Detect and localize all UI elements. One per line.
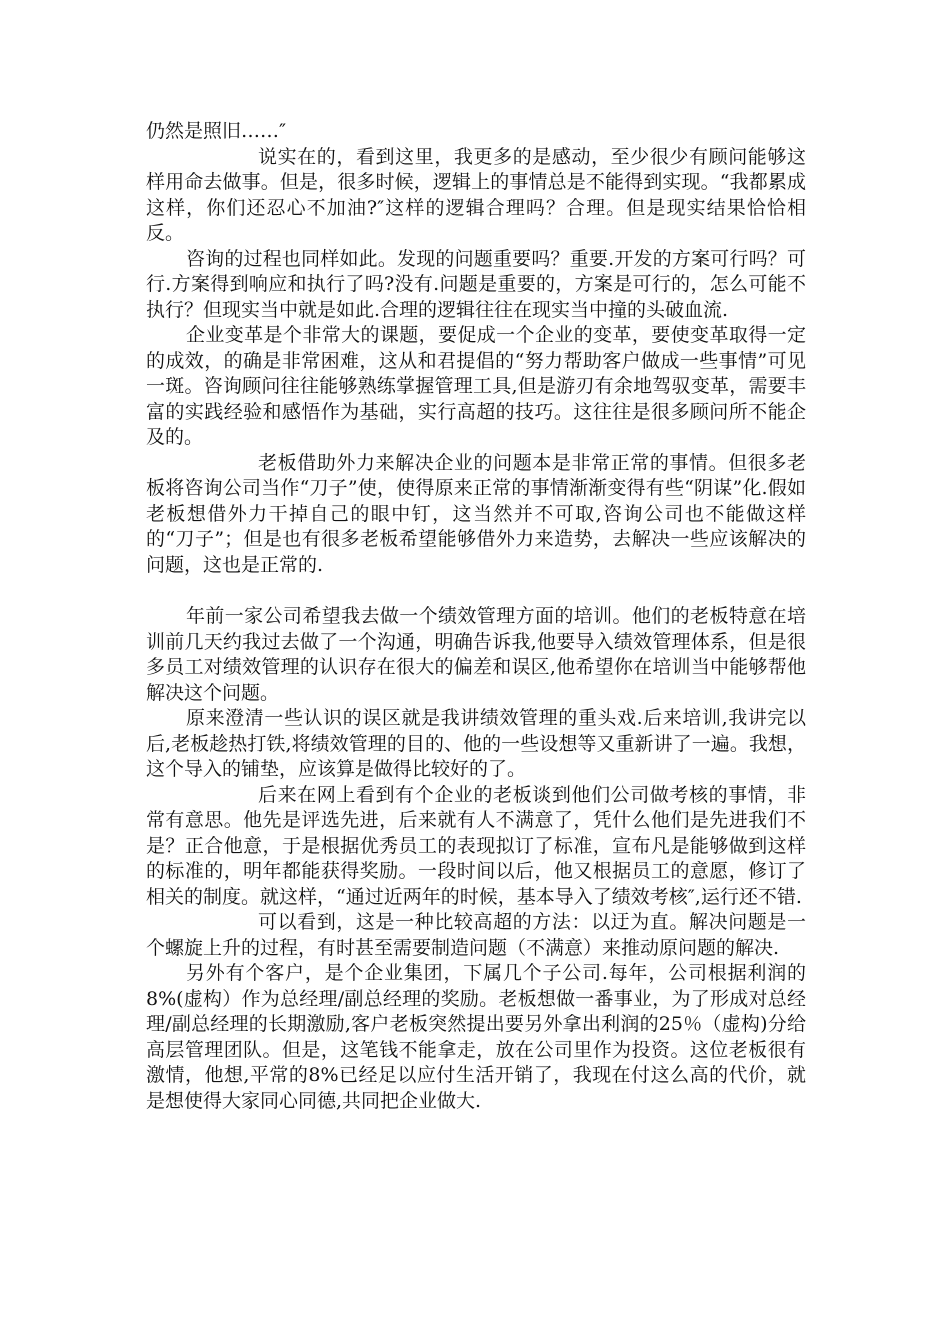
paragraph: 说实在的，看到这里，我更多的是感动，至少很少有顾问能够这样用命去做事。但是，很多时候，逻辑上的事情总是不能得到实现。“我都累成这样，你们还忍心不加油?″这样的逻辑合理吗？合理。但是现实结果恰恰相反。: [146, 145, 806, 244]
paragraph-gap: [146, 578, 806, 604]
paragraph: 咨询的过程也同样如此。发现的问题重要吗？重要.开发的方案可行吗？可行.方案得到响应和执行了吗?没有.问题是重要的，方案是可行的，怎么可能不执行？但现实当中就是如此.合理的逻辑往往在现实当中撞的头破血流.: [146, 247, 806, 321]
paragraph: 企业变革是个非常大的课题，要促成一个企业的变革，要使变革取得一定的成效，的确是非常困难，这从和君提倡的“努力帮助客户做成一些事情”可见一斑。咨询顾问往往能够熟练掌握管理工具,但是游刃有余地驾驭变革，需要丰富的实践经验和感悟作为基础，实行高超的技巧。这往往是很多顾问所不能企及的。: [146, 324, 806, 448]
paragraph: 年前一家公司希望我去做一个绩效管理方面的培训。他们的老板特意在培训前几天约我过去做了一个沟通，明确告诉我,他要导入绩效管理体系，但是很多员工对绩效管理的认识存在很大的偏差和误区,他希望你在培训当中能够帮他解决这个问题。: [146, 605, 806, 704]
paragraph: 另外有个客户，是个企业集团，下属几个子公司.每年，公司根据利润的8%(虚构）作为总经理/副总经理的奖励。老板想做一番事业，为了形成对总经理/副总经理的长期激励,客户老板突然提出要另外拿出利润的25％（虚构)分给高层管理团队。但是，这笔钱不能拿走，放在公司里作为投资。这位老板很有激情，他想,平常的8%已经足以应付生活开销了，我现在付这么高的代价，就是想使得大家同心同德,共同把企业做大.: [146, 962, 806, 1112]
paragraph: 老板借助外力来解决企业的问题本是非常正常的事情。但很多老板将咨询公司当作“刀子”使，使得原来正常的事情渐渐变得有些“阴谋”化.假如老板想借外力干掉自己的眼中钉，这当然并不可取,咨询公司也不能做这样的“刀子”；但是也有很多老板希望能够借外力来造势，去解决一些应该解决的问题，这也是正常的.: [146, 451, 806, 576]
paragraph: 可以看到，这是一种比较高超的方法：以迂为直。解决问题是一个螺旋上升的过程，有时甚至需要制造问题（不满意）来推动原问题的解决.: [146, 911, 806, 959]
paragraph: 原来澄清一些认识的误区就是我讲绩效管理的重头戏.后来培训,我讲完以后,老板趁热打铁,将绩效管理的目的、他的一些设想等又重新讲了一遍。我想，这个导入的铺垫，应该算是做得比较好的了。: [146, 707, 806, 780]
paragraph: 后来在网上看到有个企业的老板谈到他们公司做考核的事情，非常有意思。他先是评选先进，后来就有人不满意了，凭什么他们是先进我们不是？正合他意，于是根据优秀员工的表现拟订了标准，宣布凡是能够做到这样的标准的，明年都能获得奖励。一段时间以后，他又根据员工的意愿，修订了相关的制度。就这样，“通过近两年的时候，基本导入了绩效考核″,运行还不错.: [146, 783, 806, 908]
document-body: [146, 119, 806, 1114]
paragraph: 仍然是照旧……″: [146, 120, 287, 142]
